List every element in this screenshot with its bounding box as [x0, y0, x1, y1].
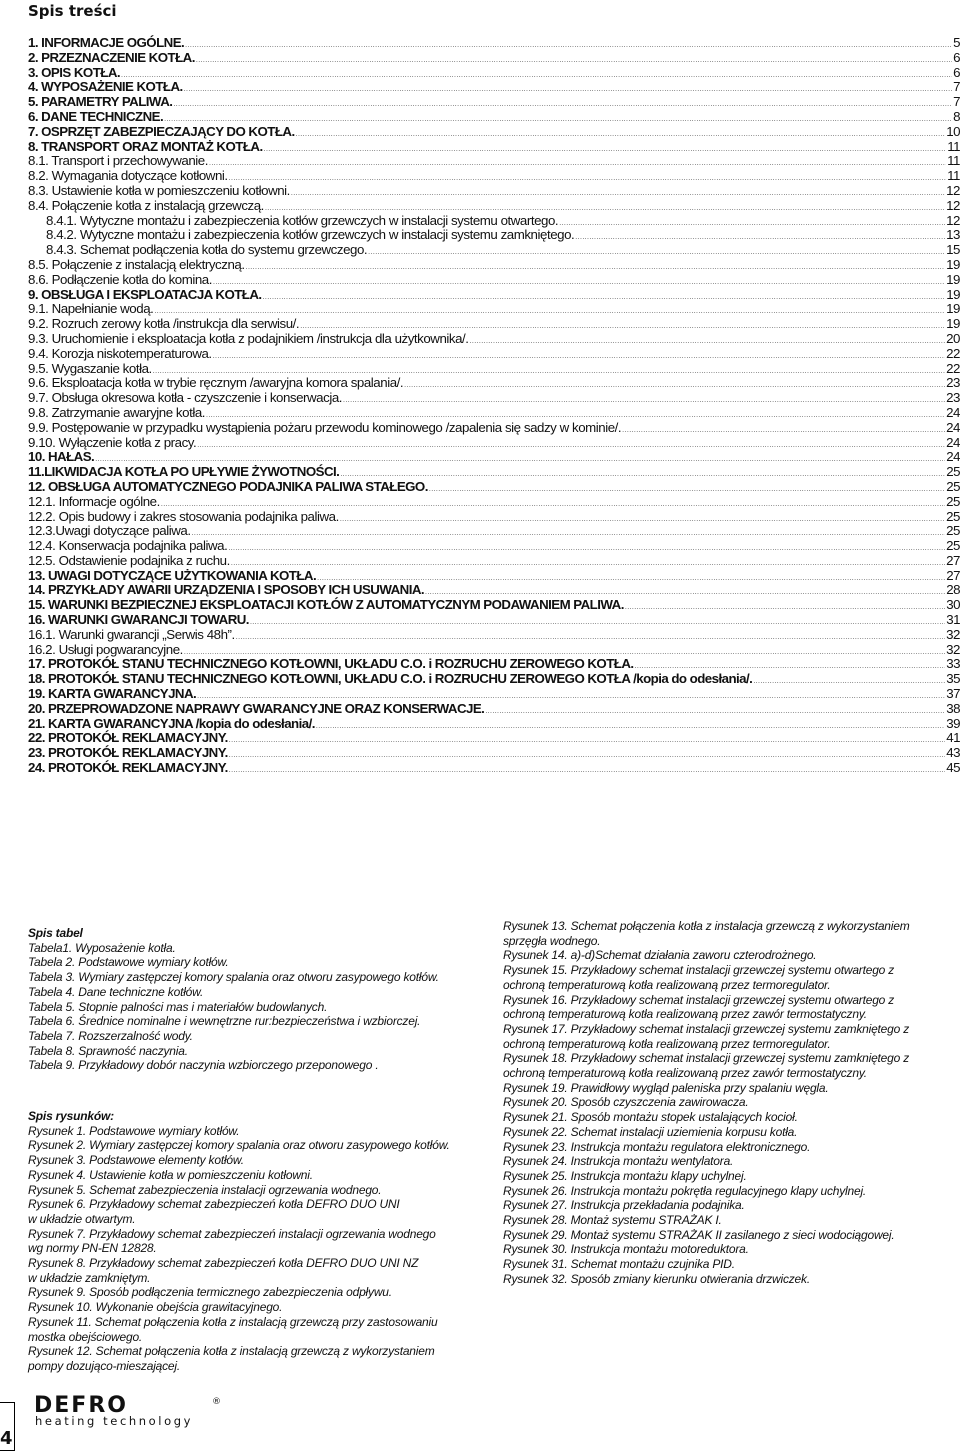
figure-list-item: w układzie otwartym.	[28, 1211, 136, 1226]
toc-dot-leader	[121, 72, 952, 79]
toc-entry	[28, 361, 960, 376]
toc-entry	[28, 716, 960, 731]
toc-entry-page: 28	[946, 582, 960, 598]
toc-entry-title: 16.2. Usługi pogwarancyjne.	[28, 641, 183, 657]
toc-entry-title: 5. PARAMETRY PALIWA.	[28, 94, 173, 110]
toc-entry-title: 13. UWAGI DOTYCZĄCE UŻYTKOWANIA KOTŁA.	[28, 567, 317, 583]
toc-entry-page: 38	[946, 700, 960, 716]
figure-list-item: Rysunek 32. Sposób zmiany kierunku otwierania drzwiczek.	[503, 1271, 810, 1286]
figure-list-item: Rysunek 27. Instrukcja przekładania podajnika.	[503, 1198, 745, 1213]
figure-list-item: Rysunek 5. Schemat zabezpieczenia instalacji ogrzewania wodnego.	[28, 1182, 382, 1197]
toc-dot-leader	[229, 752, 946, 759]
toc-entry-page: 24	[946, 419, 960, 435]
logo-brand: DEFRO	[34, 1394, 128, 1418]
toc-entry	[28, 730, 960, 745]
toc-dot-leader	[250, 619, 945, 626]
toc-dot-leader	[213, 353, 945, 360]
toc-entry	[28, 65, 960, 80]
toc-entry-title: 12.2. Opis budowy i zakres stosowania podajnika paliwa.	[28, 508, 339, 524]
figure-list-item: Rysunek 4. Ustawienie kotła w pomieszczeniu kotłowni.	[28, 1167, 313, 1182]
toc-entry-page: 25	[946, 523, 960, 539]
toc-dot-leader	[209, 160, 946, 167]
toc-entry-title: 1. INFORMACJE OGÓLNE.	[28, 35, 185, 50]
toc-dot-leader	[236, 634, 945, 641]
page-number: 4	[0, 1428, 13, 1449]
toc-entry-title: 9.6. Eksploatacja kotła w trybie ręcznym /awaryjna komora spalania/.	[28, 375, 404, 391]
toc-dot-leader	[625, 604, 945, 611]
toc-entry-title: 9.7. Obsługa okresowa kotła - czyszczenie i konserwacja.	[28, 390, 343, 406]
toc-dot-leader	[229, 767, 946, 774]
toc-entry-page: 10	[946, 123, 960, 139]
toc-dot-leader	[173, 101, 952, 108]
toc-entry	[28, 464, 960, 479]
figure-list-item: Rysunek 21. Sposób montażu stopek ustalających kocioł.	[503, 1110, 798, 1125]
toc-entry	[28, 420, 960, 435]
toc-entry-page: 6	[953, 49, 960, 65]
toc-entry-page: 12	[946, 197, 960, 213]
toc-entry	[28, 124, 960, 139]
toc-entry	[28, 612, 960, 627]
toc-entry-page: 30	[946, 597, 960, 613]
toc-entry	[28, 331, 960, 346]
toc-entry-page: 6	[953, 64, 960, 80]
figure-list-item: Rysunek 19. Prawidłowy wygląd paleniska przy spalaniu węgla.	[503, 1080, 829, 1095]
toc-entry-page: 23	[946, 390, 960, 406]
toc-entry	[28, 582, 960, 597]
toc-dot-leader	[429, 486, 945, 493]
toc-entry-page: 39	[946, 715, 960, 731]
toc-entry	[28, 213, 960, 228]
toc-entry-title: 12.4. Konserwacja podajnika paliwa.	[28, 538, 228, 554]
figure-list-item: Rysunek 26. Instrukcja montażu pokrętła regulacyjnego klapy uchylnej.	[503, 1183, 867, 1198]
toc-entry	[28, 375, 960, 390]
toc-dot-leader	[246, 264, 946, 271]
figure-list-item: Rysunek 30. Instrukcja montażu motoreduktora.	[503, 1242, 749, 1257]
toc-entry-title: 17. PROTOKÓŁ STANU TECHNICZNEGO KOTŁOWNI, UKŁADU C.O. i ROZRUCHU ZEROWEGO KOTŁA.	[28, 656, 634, 672]
toc-entry	[28, 139, 960, 154]
toc-entry-page: 19	[946, 316, 960, 332]
toc-entry-page: 8	[953, 108, 960, 124]
toc-entry-title: 8.4.2. Wytyczne montażu i zabezpieczenia kotłów grzewczych w instalacji systemu zamkniętego.	[46, 227, 575, 243]
toc-dot-leader	[228, 545, 945, 552]
toc-dot-leader	[485, 708, 945, 715]
toc-entry-title: 9.9. Postępowanie w przypadku wystąpienia pożaru przewodu kominowego /zapalenia się sadzy w kominie/.	[28, 419, 622, 435]
toc-entry-page: 25	[946, 478, 960, 494]
toc-entry-page: 37	[946, 686, 960, 702]
toc-entry-title: 12.3.Uwagi dotyczące paliwa.	[28, 523, 191, 539]
toc-dot-leader	[635, 663, 946, 670]
toc-entry-title: 8.6. Podłączenie kotła do komina.	[28, 271, 212, 287]
figure-list-item: Rysunek 23. Instrukcja montażu regulatora elektronicznego.	[503, 1139, 811, 1154]
toc-entry-title: 12.5. Odstawienie podajnika z ruchu.	[28, 552, 230, 568]
toc-entry-title: 6. DANE TECHNICZNE.	[28, 108, 164, 124]
toc-entry	[28, 597, 960, 612]
figure-list-item: Rysunek 31. Schemat montażu czujnika PID.	[503, 1257, 735, 1272]
figure-list-item: Rysunek 3. Podstawowe elementy kotłów.	[28, 1153, 244, 1168]
toc-dot-leader	[343, 397, 945, 404]
figure-list-item: ochroną temperaturową kotła realizowaną przez termoregulator.	[503, 1036, 831, 1051]
toc-entry-title: 11.LIKWIDACJA KOTŁA PO UPŁYWIE ŻYWOTNOŚCI.	[28, 464, 340, 480]
toc-entry-page: 7	[953, 94, 960, 110]
toc-entry-title: 8.4. Połączenie kotła z instalacją grzewczą.	[28, 197, 264, 213]
figure-list-item: ochroną temperaturową kotła realizowaną przez termoregulator.	[503, 977, 831, 992]
toc-dot-leader	[196, 57, 952, 64]
toc-dot-leader	[213, 279, 945, 286]
toc-dot-leader	[753, 678, 945, 685]
toc-entry	[28, 656, 960, 671]
figure-list-item: Rysunek 25. Instrukcja montażu klapy uchylnej.	[503, 1168, 747, 1183]
logo-registered: ®	[212, 1397, 221, 1407]
toc-entry	[28, 642, 960, 657]
toc-entry-page: 24	[946, 434, 960, 450]
toc-entry-title: 7. OSPRZĘT ZABEZPIECZAJĄCY DO KOTŁA.	[28, 123, 295, 139]
toc-entry-title: 9.5. Wygaszanie kotła.	[28, 360, 152, 376]
toc-entry	[28, 701, 960, 716]
toc-dot-leader	[184, 86, 952, 93]
toc-entry-page: 25	[946, 508, 960, 524]
toc-entry	[28, 109, 960, 124]
figure-list-item: wg normy PN-EN 12828.	[28, 1241, 157, 1256]
toc-entry-title: 9.4. Korozja niskotemperaturowa.	[28, 345, 212, 361]
toc-entry	[28, 553, 960, 568]
tables-list	[28, 941, 488, 1073]
toc-dot-leader	[368, 249, 945, 256]
toc-entry-title: 15. WARUNKI BEZPIECZNEJ EKSPLOATACJI KOTŁÓW Z AUTOMATYCZNYM PODAWANIEM PALIWA.	[28, 597, 624, 613]
toc-dot-leader	[296, 131, 946, 138]
toc-dot-leader	[197, 442, 945, 449]
toc-dot-leader	[185, 42, 952, 49]
toc-entry-page: 24	[946, 404, 960, 420]
table-list-item: Tabela 8. Sprawność naczynia.	[28, 1043, 188, 1058]
toc-entry	[28, 168, 960, 183]
toc-dot-leader	[425, 589, 945, 596]
figure-list-item: Rysunek 16. Przykładowy schemat instalacji grzewczej systemu otwartego z	[503, 992, 895, 1007]
toc-entry-title: 8.1. Transport i przechowywanie.	[28, 153, 208, 169]
toc-dot-leader	[263, 294, 946, 301]
table-list-item: Tabela 6. Średnice nominalne i wewnętrzne rur:bezpieczeństwa i wzbiorczej.	[28, 1014, 421, 1029]
toc-entry	[28, 50, 960, 65]
figure-list-item: pompy dozująco-mieszającej.	[28, 1358, 181, 1373]
toc-entry-page: 11	[947, 138, 960, 154]
toc-entry	[28, 449, 960, 464]
figure-list-item: Rysunek 28. Montaż systemu STRAŻAK I.	[503, 1213, 722, 1228]
toc-entry-page: 23	[946, 375, 960, 391]
toc-entry-page: 45	[946, 760, 960, 776]
toc-entry-title: 9.3. Uruchomienie i eksploatacja kotła z podajnikiem /instrukcja dla użytkownika/.	[28, 330, 469, 346]
toc-entry	[28, 568, 960, 583]
toc-entry-title: 3. OPIS KOTŁA.	[28, 64, 121, 80]
toc-entry-title: 2. PRZEZNACZENIE KOTŁA.	[28, 49, 195, 65]
toc-dot-leader	[317, 575, 945, 582]
toc-entry-page: 19	[946, 301, 960, 317]
toc-entry	[28, 287, 960, 302]
toc-entry-title: 16.1. Warunki gwarancji „Serwis 48h”.	[28, 626, 235, 642]
toc-dot-leader	[95, 456, 945, 463]
toc-entry-title: 9. OBSŁUGA I EKSPLOATACJA KOTŁA.	[28, 286, 262, 302]
toc-entry-page: 22	[946, 360, 960, 376]
toc-entry	[28, 94, 960, 109]
toc-entry-page: 27	[946, 567, 960, 583]
toc-dot-leader	[231, 560, 945, 567]
toc-entry-title: 9.1. Napełnianie wodą.	[28, 301, 154, 317]
list-of-tables-and-figures-left	[28, 926, 488, 1374]
toc-entry	[28, 390, 960, 405]
defro-logo-mark	[34, 1394, 224, 1428]
toc-entry	[28, 257, 960, 272]
toc-entry-page: 15	[946, 242, 960, 258]
toc-entry	[28, 316, 960, 331]
toc-entry	[28, 405, 960, 420]
toc-entry-page: 19	[946, 271, 960, 287]
figure-list-item: sprzęgła wodnego.	[503, 933, 601, 948]
toc-entry-title: 8.5. Połączenie z instalacją elektryczną.	[28, 256, 245, 272]
toc-entry-title: 14. PRZYKŁADY AWARII URZĄDZENIA I SPOSOBY ICH USUWANIA.	[28, 582, 425, 598]
toc-entry	[28, 760, 960, 775]
toc-entry	[28, 479, 960, 494]
figure-list-item: Rysunek 13. Schemat połączenia kotła z instalacja grzewczą z wykorzystaniem	[503, 919, 910, 933]
toc-entry-title: 9.8. Zatrzymanie awaryjne kotła.	[28, 404, 206, 420]
toc-entry-title: 20. PRZEPROWADZONE NAPRAWY GWARANCYJNE ORAZ KONSERWACJE.	[28, 700, 485, 716]
toc-entry-title: 8. TRANSPORT ORAZ MONTAŻ KOTŁA.	[28, 138, 263, 154]
figure-list-item: Rysunek 24. Instrukcja montażu wentylatora.	[503, 1154, 734, 1169]
figures-heading: Spis rysunków:	[28, 1109, 114, 1124]
figure-list-item: Rysunek 29. Montaż systemu STRAŻAK II zasilanego z sieci wodociągowej.	[503, 1227, 895, 1242]
toc-dot-leader	[300, 323, 945, 330]
toc-entry-page: 20	[946, 330, 960, 346]
figure-list-item: w układzie zamkniętym.	[28, 1270, 151, 1285]
table-list-item: Tabela 5. Stopnie palności mas i materiałów budowlanych.	[28, 999, 328, 1014]
toc-entry-page: 25	[946, 464, 960, 480]
toc-entry	[28, 671, 960, 686]
table-list-item: Tabela 9. Przykładowy dobór naczynia wzbiorczego przeponowego .	[28, 1058, 379, 1073]
figure-list-item: ochroną temperaturową kotła realizowaną przez zawór termostatyczny.	[503, 1066, 867, 1081]
figure-list-item: Rysunek 6. Przykładowy schemat zabezpieczeń kotła DEFRO DUO UNI	[28, 1197, 400, 1212]
table-list-item: Tabela 7. Rozszerzalność wody.	[28, 1028, 193, 1043]
toc-entry	[28, 35, 960, 50]
toc-entry-title: 22. PROTOKÓŁ REKLAMACYJNY.	[28, 730, 228, 746]
figure-list-item: Rysunek 14. a)-d)Schemat działania zaworu czterodrożnego.	[503, 948, 817, 963]
toc-entry-title: 9.2. Rozruch zerowy kotła /instrukcja dla serwisu/.	[28, 316, 300, 332]
toc-dot-leader	[229, 737, 946, 744]
toc-entry-title: 8.4.1. Wytyczne montażu i zabezpieczenia kotłów grzewczych w instalacji systemu otwartego.	[46, 212, 559, 228]
toc-entry-title: 4. WYPOSAŻENIE KOTŁA.	[28, 79, 183, 95]
toc-entry	[28, 198, 960, 213]
toc-entry	[28, 183, 960, 198]
toc-entry	[28, 435, 960, 450]
toc-entry-page: 32	[946, 626, 960, 642]
toc-entry-title: 24. PROTOKÓŁ REKLAMACYJNY.	[28, 760, 228, 776]
toc-dot-leader	[197, 693, 945, 700]
toc-entry	[28, 509, 960, 524]
toc-entry-title: 9.10. Wyłączenie kotła z pracy.	[28, 434, 197, 450]
toc-entry-title: 12.1. Informacje ogólne.	[28, 493, 160, 509]
figure-list-item: Rysunek 15. Przykładowy schemat instalacji grzewczej systemu otwartego z	[503, 963, 895, 978]
toc-entry-page: 35	[946, 671, 960, 687]
toc-entry	[28, 494, 960, 509]
toc-dot-leader	[340, 516, 945, 523]
toc-entry-page: 41	[946, 730, 960, 746]
toc-dot-leader	[229, 175, 946, 182]
toc-dot-leader	[291, 190, 945, 197]
toc-entry	[28, 242, 960, 257]
toc-dot-leader	[206, 412, 945, 419]
toc-entry-title: 18. PROTOKÓŁ STANU TECHNICZNEGO KOTŁOWNI, UKŁADU C.O. i ROZRUCHU ZEROWEGO KOTŁA /kopia do odesłania/.	[28, 671, 753, 687]
figure-list-item: Rysunek 10. Wykonanie obejścia grawitacyjnego.	[28, 1300, 283, 1315]
toc-entry	[28, 272, 960, 287]
figure-list-item: Rysunek 8. Przykładowy schemat zabezpieczeń kotła DEFRO DUO UNI NZ	[28, 1256, 419, 1271]
toc-entry	[28, 686, 960, 701]
toc-entry-page: 19	[946, 286, 960, 302]
table-list-item: Tabela 4. Dane techniczne kotłów.	[28, 984, 204, 999]
figure-list-item: Rysunek 11. Schemat połączenia kotła z instalacją grzewczą przy zastosowaniu	[28, 1314, 438, 1329]
figure-list-item: Rysunek 12. Schemat połączenia kotła z instalacją grzewczą z wykorzystaniem	[28, 1344, 435, 1359]
toc-dot-leader	[265, 205, 945, 212]
toc-entry-page: 7	[953, 79, 960, 95]
toc-entry	[28, 627, 960, 642]
toc-entry-page: 13	[946, 227, 960, 243]
toc-entry-page: 5	[953, 35, 960, 50]
toc-entry-page: 19	[946, 256, 960, 272]
toc-dot-leader	[264, 146, 947, 153]
logo-tagline: heating technology	[35, 1414, 194, 1428]
toc-entry-page: 24	[946, 449, 960, 465]
toc-entry	[28, 79, 960, 94]
toc-entry-page: 27	[946, 552, 960, 568]
toc-entry-title: 16. WARUNKI GWARANCJI TOWARU.	[28, 612, 249, 628]
toc-dot-leader	[404, 382, 945, 389]
toc-dot-leader	[316, 723, 945, 730]
defro-logo	[34, 1394, 224, 1433]
toc-entry	[28, 153, 960, 168]
toc-dot-leader	[340, 471, 945, 478]
figures-list-left	[28, 1124, 488, 1374]
figure-list-item: Rysunek 9. Sposób podłączenia termicznego zabezpieczenia odpływu.	[28, 1285, 392, 1300]
toc-dot-leader	[164, 116, 952, 123]
toc-entry-page: 43	[946, 745, 960, 761]
toc-dot-leader	[559, 220, 945, 227]
toc-entry-page: 25	[946, 493, 960, 509]
toc-entry-title: 19. KARTA GWARANCYJNA.	[28, 686, 197, 702]
page-title: Spis treści	[28, 2, 117, 20]
toc-entry-title: 12. OBSŁUGA AUTOMATYCZNEGO PODAJNIKA PALIWA STAŁEGO.	[28, 478, 428, 494]
table-list-item: Tabela1. Wyposażenie kotła.	[28, 940, 176, 955]
toc-dot-leader	[184, 649, 945, 656]
toc-entry-page: 31	[946, 612, 960, 628]
toc-entry-page: 33	[946, 656, 960, 672]
toc-entry-title: 8.2. Wymagania dotyczące kotłowni.	[28, 168, 228, 184]
toc-dot-leader	[154, 308, 945, 315]
figure-list-item: Rysunek 1. Podstawowe wymiary kotłów.	[28, 1123, 240, 1138]
toc-entry-title: 8.3. Ustawienie kotła w pomieszczeniu kotłowni.	[28, 182, 290, 198]
toc-entry-page: 11	[947, 153, 960, 169]
toc-entry-title: 23. PROTOKÓŁ REKLAMACYJNY.	[28, 745, 228, 761]
figure-list-item: Rysunek 7. Przykładowy schemat zabezpieczeń instalacji ogrzewania wodnego	[28, 1226, 436, 1241]
toc-dot-leader	[470, 338, 946, 345]
toc-entry	[28, 538, 960, 553]
toc-entry	[28, 523, 960, 538]
toc-entry-page: 12	[946, 182, 960, 198]
toc-entry-page: 32	[946, 641, 960, 657]
toc-entry-page: 25	[946, 538, 960, 554]
table-list-item: Tabela 2. Podstawowe wymiary kotłów.	[28, 955, 229, 970]
figure-list-item: Rysunek 20. Sposób czyszczenia zawirowacza.	[503, 1095, 749, 1110]
figure-list-item: ochroną temperaturową kotła realizowaną przez zawór termostatyczny.	[503, 1007, 867, 1022]
table-list-item: Tabela 3. Wymiary zastępczej komory spalania oraz otworu zasypowego kotłów.	[28, 970, 439, 985]
toc-dot-leader	[153, 368, 945, 375]
toc-entry-page: 22	[946, 345, 960, 361]
figure-list-item: Rysunek 17. Przykładowy schemat instalacji grzewczej systemu zamkniętego z	[503, 1021, 910, 1036]
figure-list-item: mostka obejściowego.	[28, 1329, 143, 1344]
toc-entry-page: 12	[946, 212, 960, 228]
toc-entry-title: 8.4.3. Schemat podłączenia kotła do systemu grzewczego.	[46, 242, 368, 258]
toc-entry-page: 11	[947, 168, 960, 184]
toc-dot-leader	[575, 234, 945, 241]
figure-list-item: Rysunek 18. Przykładowy schemat instalacji grzewczej systemu zamkniętego z	[503, 1051, 910, 1066]
toc-entry	[28, 346, 960, 361]
toc-entry	[28, 301, 960, 316]
toc-entry-title: 21. KARTA GWARANCYJNA /kopia do odesłania/.	[28, 715, 315, 731]
figure-list-item: Rysunek 2. Wymiary zastępczej komory spalania oraz otworu zasypowego kotłów.	[28, 1138, 450, 1153]
toc-dot-leader	[161, 501, 945, 508]
toc-dot-leader	[192, 530, 946, 537]
figure-list-item: Rysunek 22. Schemat instalacji uziemienia korpusu kotła.	[503, 1124, 798, 1139]
toc-entry	[28, 745, 960, 760]
tables-heading: Spis tabel	[28, 926, 83, 940]
toc-dot-leader	[622, 427, 945, 434]
table-of-contents	[28, 35, 960, 775]
figures-list-right	[503, 919, 953, 1287]
toc-entry-title: 10. HAŁAS.	[28, 449, 95, 465]
toc-entry	[28, 227, 960, 242]
